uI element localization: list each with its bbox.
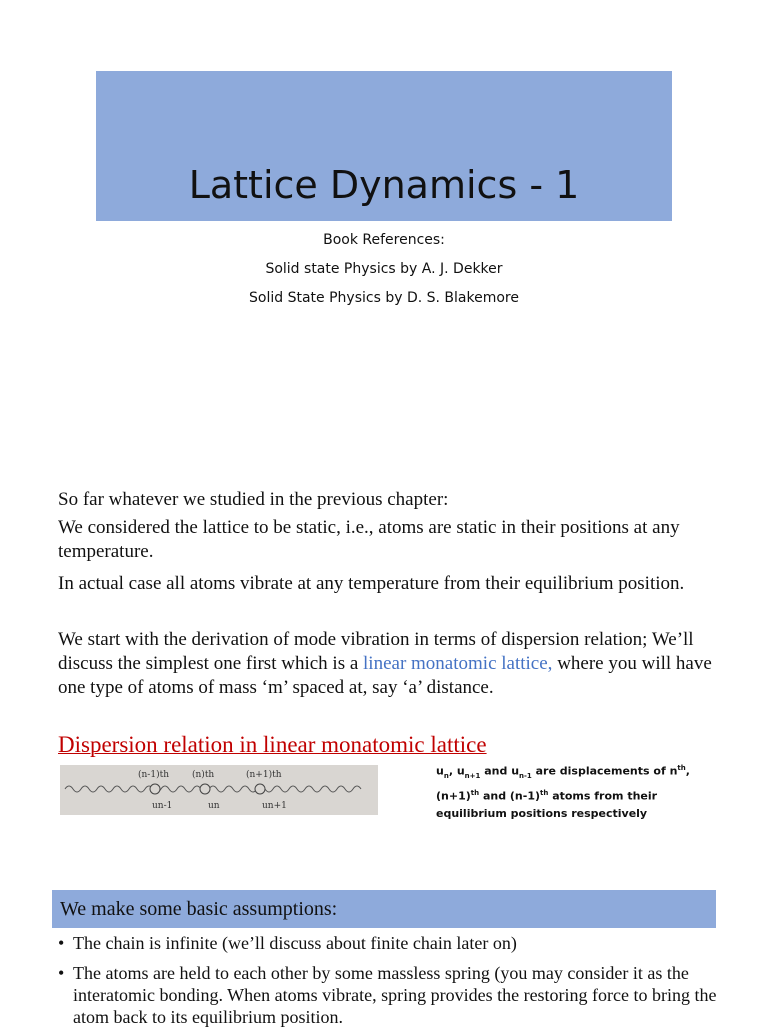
- figure-caption: $u_n$, $u_{n+1}$ and $u_{n-1}$ are displacements of $n^{th}$, $(n+1)^{th}$ and $(n-1)^{th}$ atoms from their equilibrium positions respectively: [436, 764, 690, 820]
- intro-paragraph-4: [58, 628, 728, 700]
- intro-paragraph-3: In actual case all atoms vibrate at any temperature from their equilibrium position.: [58, 573, 685, 594]
- label-n: (n)th: [192, 770, 215, 780]
- label-u-n-plus-1: un+1: [262, 801, 287, 811]
- atom-n: [200, 784, 210, 794]
- dispersion-section-heading: Dispersion relation in linear monatomic lattice: [58, 732, 487, 757]
- list-item: • The chain is infinite (we’ll discuss about finite chain later on): [58, 932, 718, 954]
- linear-monatomic-highlight: linear monatomic lattice,: [363, 653, 553, 674]
- references-heading: Book References:: [323, 232, 445, 248]
- label-u-n-minus-1: un-1: [152, 801, 173, 811]
- intro-paragraph-1: So far whatever we studied in the previous chapter:: [58, 489, 449, 510]
- p4-text-end: where you will have one type of atoms of mass ‘m’ spaced at, say ‘a’ distance.: [58, 653, 712, 698]
- list-item: • The atoms are held to each other by some massless spring (you may consider it as the interatomic bonding. When atoms vibrate, spring provides the restoring force to bring the atom back to its equilibrium position.: [58, 962, 718, 1028]
- assumptions-heading: We make some basic assumptions:: [60, 898, 338, 920]
- label-n-minus-1: (n-1)th: [138, 770, 169, 780]
- atom-chain-figure: [60, 765, 378, 815]
- label-u-n: un: [208, 801, 220, 811]
- intro-paragraph-2: We considered the lattice to be static, i.e., atoms are static in their positions at any temperature.: [58, 517, 680, 562]
- book-references: [96, 228, 672, 315]
- assumptions-list: [58, 932, 718, 1036]
- reference-blakemore: Solid State Physics by D. S. Blakemore: [249, 290, 519, 306]
- atom-n-minus-1: [150, 784, 160, 794]
- p4-text-start: We start with the derivation of mode vibration in terms of dispersion relation; We’ll discuss the simplest one first which is a: [58, 629, 694, 674]
- slide-title: Lattice Dynamics - 1: [188, 163, 580, 207]
- label-n-plus-1: (n+1)th: [246, 770, 282, 780]
- reference-dekker: Solid state Physics by A. J. Dekker: [265, 261, 503, 277]
- atom-n-plus-1: [255, 784, 265, 794]
